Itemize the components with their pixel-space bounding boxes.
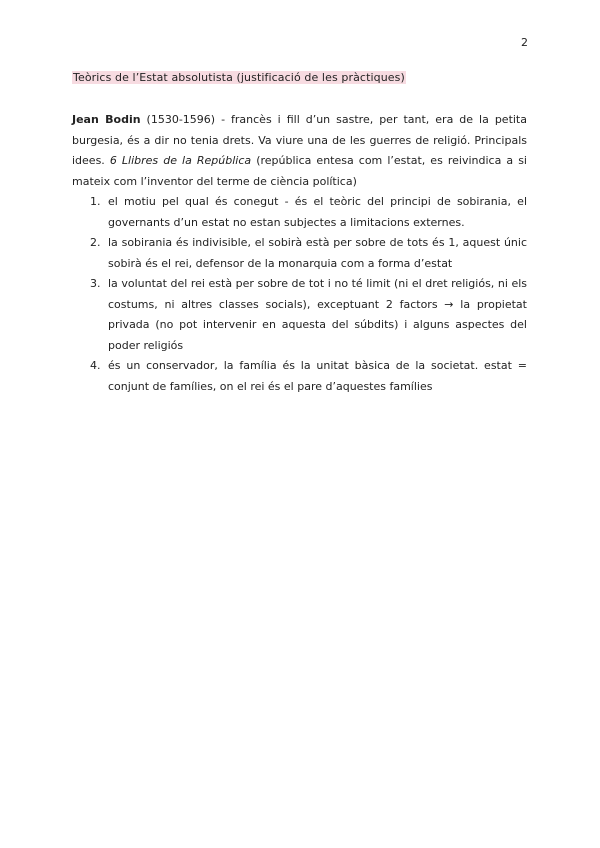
list-item-number: 4. [90, 359, 101, 372]
document-body [72, 110, 527, 397]
list-item-text: el motiu pel qual és conegut - és el teòric del principi de sobirania, el governants d’un estat no estan subjectes a limitacions externes. [108, 195, 527, 229]
list-item-number: 2. [90, 236, 101, 249]
list-item [72, 233, 527, 274]
list-item-number: 3. [90, 277, 101, 290]
list-item [72, 192, 527, 233]
book-title: 6 Llibres de la República [109, 154, 252, 167]
list-item-text: la voluntat del rei està per sobre de tot i no té limit (ni el dret religiós, ni els costums, ni altres classes socials), exceptuant 2 factors → la propietat privada (no pot intervenir en aquesta del súbdits) i alguns aspectes del poder religiós [108, 277, 527, 352]
list-item [72, 356, 527, 397]
ideas-list [72, 192, 527, 397]
list-item-text: és un conservador, la família és la unitat bàsica de la societat. estat = conjunt de famílies, on el rei és el pare d’aquestes famílies [108, 359, 527, 393]
intro-text-2: (república entesa com l’estat, es reivindica a si mateix com l’inventor del terme de ciència política) [72, 154, 527, 188]
page-number: 2 [521, 36, 528, 49]
intro-text-1: (1530-1596) - francès i fill d’un sastre, per tant, era de la petita burgesia, és a dir no tenia drets. Va viure una de les guerres de religió. Principals idees. [72, 113, 527, 167]
list-item [72, 274, 527, 356]
list-item-number: 1. [90, 195, 101, 208]
section-heading: Teòrics de l’Estat absolutista (justificació de les pràctiques) [73, 71, 405, 84]
author-name: Jean Bodin [72, 113, 141, 126]
intro-paragraph [72, 110, 527, 192]
list-item-text: la sobirania és indivisible, el sobirà està per sobre de tots és 1, aquest únic sobirà és el rei, defensor de la monarquia com a forma d’estat [108, 236, 527, 270]
